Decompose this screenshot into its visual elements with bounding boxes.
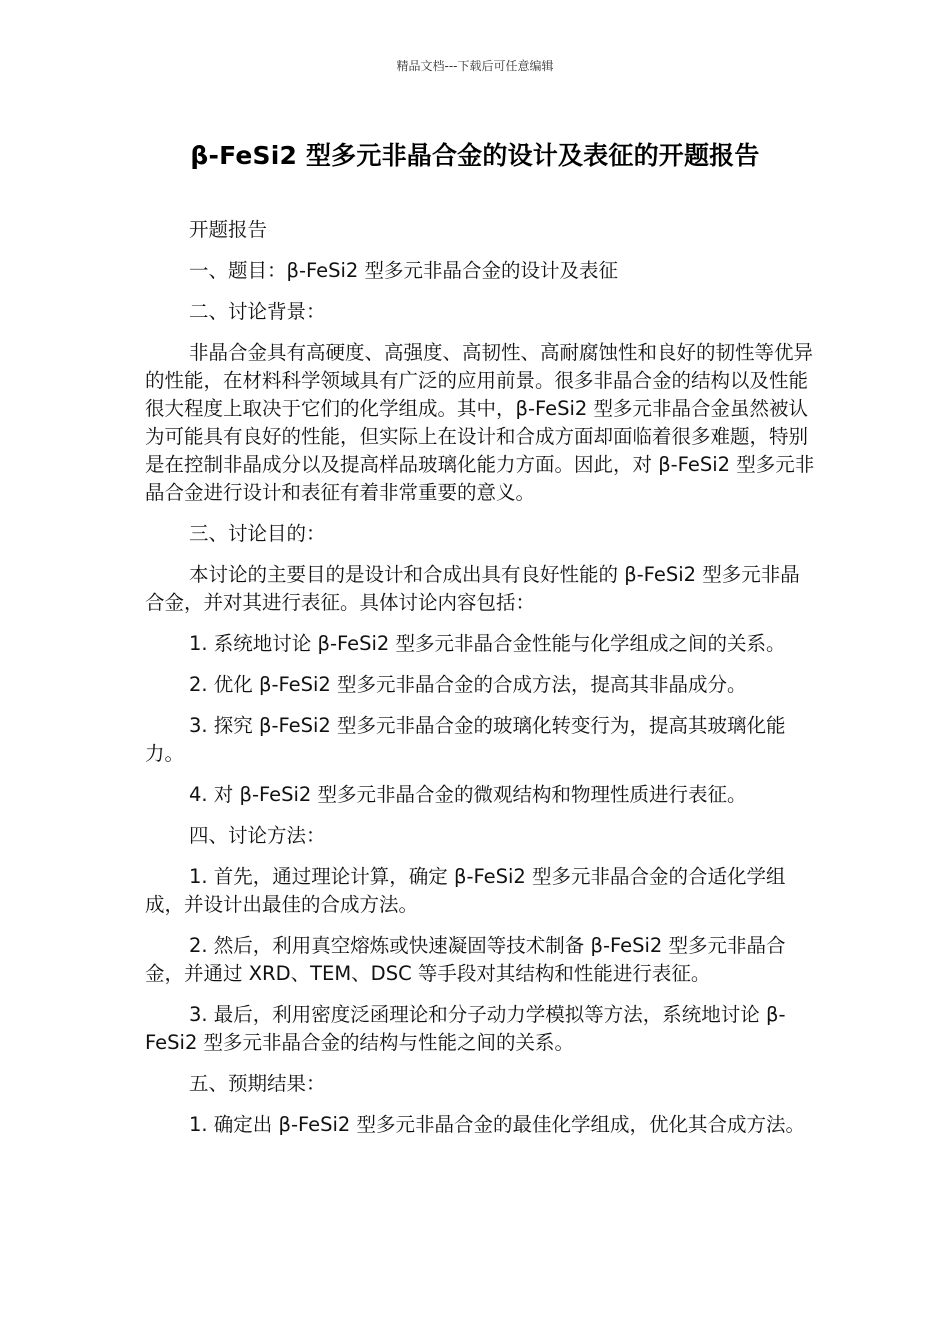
method-item-1: 1. 首先，通过理论计算，确定 β-FeSi2 型多元非晶合金的合适化学组成，并设计出最佳的合成方法。 — [145, 865, 786, 916]
result-item-1: 1. 确定出 β-FeSi2 型多元非晶合金的最佳化学组成，优化其合成方法。 — [189, 1113, 806, 1136]
heading-background: 二、讨论背景： — [189, 300, 326, 323]
heading-proposal-report: 开题报告 — [189, 218, 268, 241]
document-body — [145, 216, 815, 1152]
method-item-3: 3. 最后，利用密度泛函理论和分子动力学模拟等方法，系统地讨论 β-FeSi2 型多元非晶合金的结构与性能之间的关系。 — [145, 1003, 786, 1054]
purpose-item-1: 1. 系统地讨论 β-FeSi2 型多元非晶合金性能与化学组成之间的关系。 — [189, 632, 786, 655]
paragraph-purpose: 本讨论的主要目的是设计和合成出具有良好性能的 β-FeSi2 型多元非晶合金，并对其进行表征。具体讨论内容包括： — [145, 563, 800, 614]
heading-purpose: 三、讨论目的： — [189, 522, 326, 545]
purpose-item-2: 2. 优化 β-FeSi2 型多元非晶合金的合成方法，提高其非晶成分。 — [189, 673, 747, 696]
purpose-item-3: 3. 探究 β-FeSi2 型多元非晶合金的玻璃化转变行为，提高其玻璃化能力。 — [145, 714, 786, 765]
heading-topic: 一、题目：β-FeSi2 型多元非晶合金的设计及表征 — [189, 259, 619, 282]
heading-expected-results: 五、预期结果： — [189, 1072, 326, 1095]
document-title: β-FeSi2 型多元非晶合金的设计及表征的开题报告 — [190, 141, 760, 170]
paragraph-background: 非晶合金具有高硬度、高强度、高韧性、高耐腐蚀性和良好的韧性等优异的性能，在材料科学领域具有广泛的应用前景。很多非晶合金的结构以及性能很大程度上取决于它们的化学组成。其中，β-FeSi2 型多元非晶合金虽然被认为可能具有良好的性能，但实际上在设计和合成方面却面临着很多难题，特别是在控制非晶成分以及提高样品玻璃化能力方面。因此，对 β-FeSi2 型多元非晶合金进行设计和表征有着非常重要的意义。 — [145, 341, 815, 504]
page-header-note: 精品文档---下载后可任意编辑 — [396, 59, 554, 73]
heading-methods: 四、讨论方法： — [189, 824, 326, 847]
method-item-2: 2. 然后，利用真空熔炼或快速凝固等技术制备 β-FeSi2 型多元非晶合金，并通过 XRD、TEM、DSC 等手段对其结构和性能进行表征。 — [145, 934, 786, 985]
purpose-item-4: 4. 对 β-FeSi2 型多元非晶合金的微观结构和物理性质进行表征。 — [189, 783, 747, 806]
